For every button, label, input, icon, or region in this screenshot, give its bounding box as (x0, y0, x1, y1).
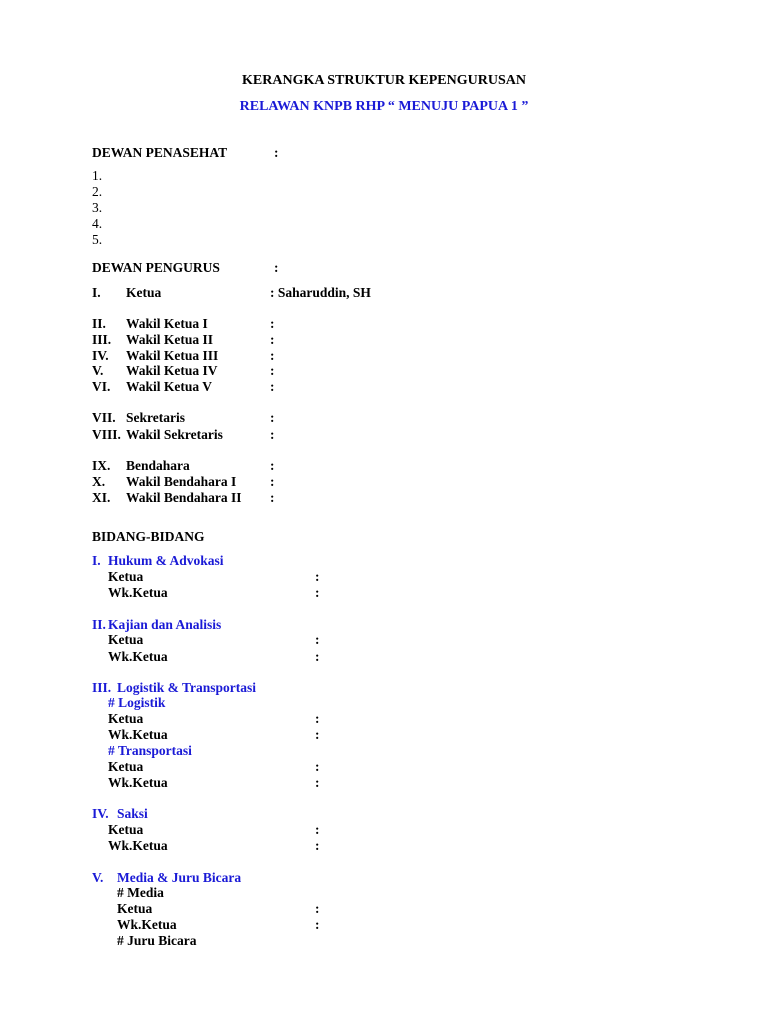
bidang-row-label: Ketua (108, 759, 144, 774)
bidang-number: IV. (92, 806, 109, 821)
bidang-name: Saksi (117, 806, 148, 821)
pengurus-value: : (270, 332, 275, 347)
bidang-row-label: Wk.Ketua (108, 775, 168, 790)
bidang-row-colon: : (315, 917, 320, 932)
bidang-number: III. (92, 680, 112, 695)
pengurus-role: Sekretaris (126, 410, 185, 425)
pengurus-number: V. (92, 363, 104, 378)
bidang-heading: BIDANG-BIDANG (92, 529, 205, 544)
bidang-row-colon: : (315, 775, 320, 790)
bidang-row-colon: : (315, 901, 320, 916)
bidang-row-colon: : (315, 569, 320, 584)
pengurus-value: : (270, 348, 275, 363)
bidang-name: Media & Juru Bicara (117, 870, 242, 885)
pengurus-number: XI. (92, 490, 111, 505)
pengurus-value: : (270, 474, 275, 489)
pengurus-number: IV. (92, 348, 109, 363)
pengurus-value: : (270, 379, 275, 394)
pengurus-role: Wakil Bendahara II (126, 490, 242, 505)
bidang-row-colon: : (315, 822, 320, 837)
document-subtitle: RELAWAN KNPB RHP “ MENUJU PAPUA 1 ” (239, 99, 529, 114)
dewan-penasehat-heading: DEWAN PENASEHAT (92, 145, 228, 160)
pengurus-number: X. (92, 474, 106, 489)
pengurus-value: : (270, 458, 275, 473)
penasehat-item: 5. (92, 232, 103, 247)
pengurus-role: Wakil Ketua II (126, 332, 214, 347)
penasehat-item: 1. (92, 168, 103, 183)
pengurus-number: VI. (92, 379, 111, 394)
pengurus-role: Wakil Bendahara I (126, 474, 237, 489)
bidang-subsection: # Media (117, 885, 164, 900)
bidang-subsection: # Juru Bicara (117, 933, 197, 948)
bidang-name: Logistik & Transportasi (117, 680, 257, 695)
pengurus-value: : (270, 363, 275, 378)
bidang-row-colon: : (315, 711, 320, 726)
pengurus-role: Bendahara (126, 458, 190, 473)
bidang-row-label: Wk.Ketua (117, 917, 177, 932)
bidang-row-label: Ketua (108, 711, 144, 726)
bidang-row-label: Wk.Ketua (108, 727, 168, 742)
pengurus-role: Wakil Sekretaris (126, 427, 223, 442)
pengurus-role: Wakil Ketua IV (126, 363, 218, 378)
bidang-row-colon: : (315, 759, 320, 774)
bidang-row-colon: : (315, 727, 320, 742)
bidang-row-label: Ketua (117, 901, 153, 916)
penasehat-item: 3. (92, 200, 103, 215)
bidang-subsection: # Logistik (108, 695, 166, 710)
dewan-penasehat-colon: : (274, 145, 279, 160)
pengurus-value: : (270, 490, 275, 505)
document-title: KERANGKA STRUKTUR KEPENGURUSAN (242, 73, 526, 88)
pengurus-value: : Saharuddin, SH (270, 285, 371, 300)
pengurus-number: VIII. (92, 427, 121, 442)
bidang-subsection: # Transportasi (108, 743, 192, 758)
pengurus-number: II. (92, 316, 106, 331)
dewan-pengurus-heading: DEWAN PENGURUS (92, 260, 220, 275)
pengurus-number: VII. (92, 410, 116, 425)
penasehat-item: 2. (92, 184, 103, 199)
bidang-row-label: Wk.Ketua (108, 838, 168, 853)
bidang-number: II. (92, 617, 106, 632)
bidang-row-colon: : (315, 585, 320, 600)
bidang-name: Hukum & Advokasi (108, 553, 224, 568)
pengurus-role: Wakil Ketua V (126, 379, 213, 394)
pengurus-value: : (270, 427, 275, 442)
bidang-row-colon: : (315, 632, 320, 647)
pengurus-value: : (270, 316, 275, 331)
bidang-row-label: Ketua (108, 822, 144, 837)
pengurus-role: Wakil Ketua III (126, 348, 219, 363)
bidang-row-label: Wk.Ketua (108, 649, 168, 664)
pengurus-number: IX. (92, 458, 111, 473)
pengurus-value: : (270, 410, 275, 425)
pengurus-role: Wakil Ketua I (126, 316, 208, 331)
pengurus-role: Ketua (126, 285, 162, 300)
pengurus-number: III. (92, 332, 112, 347)
bidang-number: V. (92, 870, 104, 885)
bidang-name: Kajian dan Analisis (108, 617, 222, 632)
bidang-row-label: Ketua (108, 569, 144, 584)
bidang-row-label: Wk.Ketua (108, 585, 168, 600)
bidang-row-colon: : (315, 838, 320, 853)
bidang-row-label: Ketua (108, 632, 144, 647)
dewan-pengurus-colon: : (274, 260, 279, 275)
pengurus-number: I. (92, 285, 101, 300)
bidang-number: I. (92, 553, 101, 568)
penasehat-item: 4. (92, 216, 103, 231)
bidang-row-colon: : (315, 649, 320, 664)
